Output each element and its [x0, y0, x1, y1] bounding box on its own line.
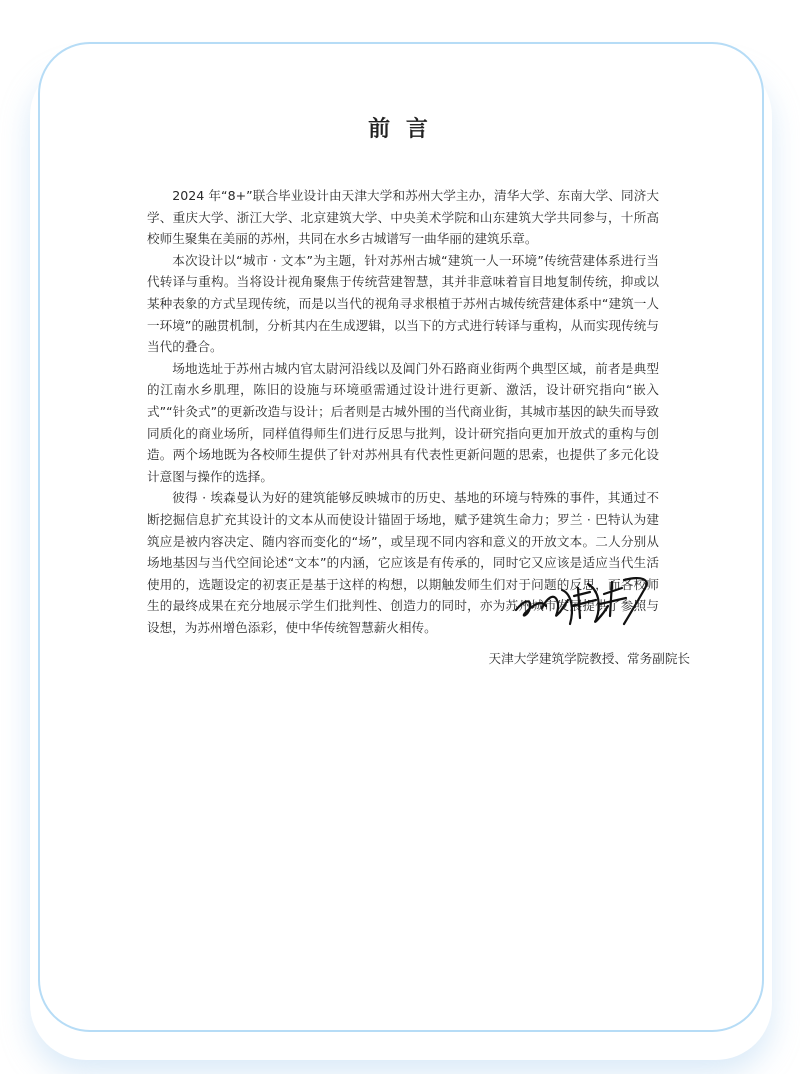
paragraph: 彼得 · 埃森曼认为好的建筑能够反映城市的历史、基地的环境与特殊的事件，其通过不断挖掘信息扩充其设计的文本从而使设计锚固于场地，赋予建筑生命力；罗兰 · 巴特认为建筑应是被内容决定、随内容而变化的“场”，或呈现不同内容和意义的开放文本。二人分别从场地基因与当代空间论述“文本”的内涵，它应该是有传承的，同时它又应该是适应当代生活使用的，选题设定的初衷正是基于这样的构想，以期触发师生们对于问题的反思，而各校师生的最终成果在充分地展示学生们批判性、创造力的同时，亦为苏州城市发展提供了参照与设想，为苏州增色添彩，使中华传统智慧薪火相传。: [147, 490, 659, 635]
paragraph: 场地选址于苏州古城内官太尉河沿线以及阊门外石路商业街两个典型区域，前者是典型的江南水乡肌理，陈旧的设施与环境亟需通过设计进行更新、激活，设计研究指向“嵌入式”“针灸式”的更新改造与设计；后者则是古城外围的当代商业街，其城市基因的缺失而导致同质化的商业场所，同样值得师生们进行反思与批判，设计研究指向更加开放式的重构与创造。两个场地既为各校师生提供了针对苏州具有代表性更新问题的思索，也提供了多元化设计意图与操作的选择。: [147, 360, 659, 484]
paragraph: 2024 年“8+”联合毕业设计由天津大学和苏州大学主办，清华大学、东南大学、同济大学、重庆大学、浙江大学、北京建筑大学、中央美术学院和山东建筑大学共同参与，十所高校师生聚集在美丽的苏州，共同在水乡古城谱写一曲华丽的建筑乐章。: [147, 188, 659, 247]
page-title: 前 言: [368, 117, 432, 142]
handwritten-signature: [512, 570, 662, 630]
signature-caption: 天津大学建筑学院教授、常务副院长: [488, 651, 690, 666]
paragraph: 本次设计以“城市 · 文本”为主题，针对苏州古城“建筑一人一环境”传统营建体系进行当代转译与重构。当将设计视角聚焦于传统营建智慧，其并非意味着盲目地复制传统，抑或以某种表象的方式呈现传统，而是以当代的视角寻求根植于苏州古城传统营建体系中“建筑一人一环境”的融贯机制，分析其内在生成逻辑，以当下的方式进行转译与重构，从而实现传统与当代的叠合。: [147, 252, 659, 355]
